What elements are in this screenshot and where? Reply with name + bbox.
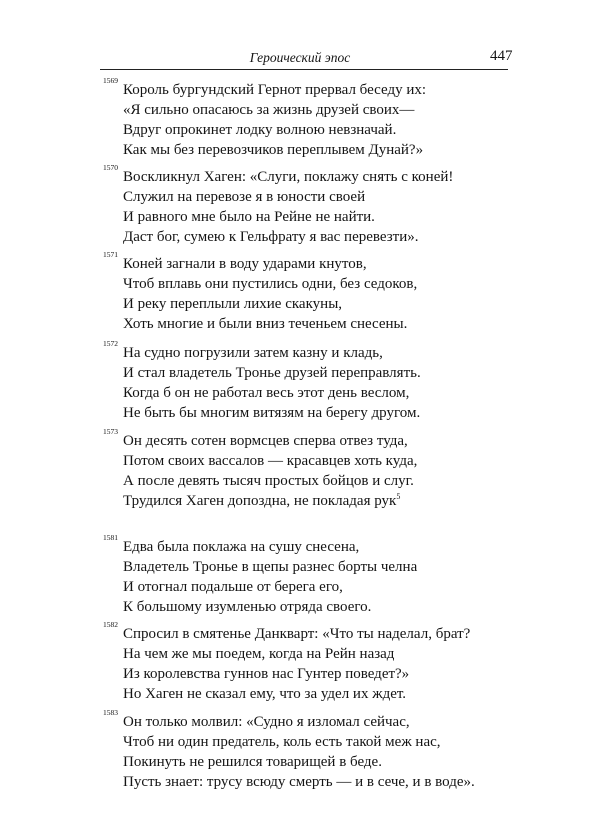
verse-line: Спросил в смятенье Данкварт: «Что ты наделал, брат? (123, 626, 471, 642)
verse-line: Вдруг опрокинет лодку волною невзначай. (123, 122, 397, 138)
verse-line (123, 491, 400, 511)
stanza-number: 1572 (103, 339, 118, 348)
verse-line: Владетель Тронье в щепы разнес борты челна (123, 559, 418, 575)
verse-line: Он только молвил: «Судно я изломал сейчас, (123, 714, 410, 730)
stanza-number: 1573 (103, 427, 118, 436)
verse-line: Чтоб ни один предатель, коль есть такой меж нас, (123, 734, 441, 750)
stanza-number: 1569 (103, 76, 118, 85)
verse-line: Король бургундский Гернот прервал беседу их: (123, 82, 427, 98)
verse-line: И отогнал подальше от берега его, (123, 579, 343, 595)
verse-line: Не быть бы многим витязям на берегу другом. (123, 405, 421, 421)
header-divider (100, 69, 508, 70)
verse-line: Потом своих вассалов — красавцев хоть куда, (123, 453, 418, 469)
stanza-number: 1581 (103, 533, 118, 542)
verse-line: И равного мне было на Рейне не найти. (123, 209, 375, 225)
verse-line: А после девять тысяч простых бойцов и слуг. (123, 473, 414, 489)
verse-line: Покинуть не решился товарищей в беде. (123, 754, 382, 770)
verse-line: Чтоб вплавь они пустились одни, без седоков, (123, 276, 418, 292)
verse-line: Из королевства гуннов нас Гунтер поведет?» (123, 666, 410, 682)
verse-line: Хоть многие и были вниз теченьем снесены. (123, 316, 408, 332)
verse-line: И реку переплыли лихие скакуны, (123, 296, 343, 312)
stanza-number: 1571 (103, 250, 118, 259)
verse-line: И стал владетель Тронье друзей переправлять. (123, 365, 421, 381)
verse-line: «Я сильно опасаюсь за жизнь друзей своих— (123, 102, 415, 118)
stanza-number: 1582 (103, 620, 118, 629)
verse-line: Он десять сотен вормсцев сперва отвез туда, (123, 433, 408, 449)
verse-line: На чем же мы поедем, когда на Рейн назад (123, 646, 395, 662)
verse-line: Служил на перевозе я в юности своей (123, 189, 366, 205)
verse-line: Пусть знает: трусу всюду смерть — и в сече, и в воде». (123, 774, 475, 790)
verse-line: Даст бог, сумею к Гельфрату я вас перевезти». (123, 229, 419, 245)
stanza-number: 1583 (103, 708, 118, 717)
verse-line: На судно погрузили затем казну и кладь, (123, 345, 383, 361)
verse-line: Но Хаген не сказал ему, что за удел их ждет. (123, 686, 407, 702)
footnote-mark: 5 (396, 492, 401, 501)
verse-line: Когда б он не работал весь этот день веслом, (123, 385, 410, 401)
verse-line: Едва была поклажа на сушу снесена, (123, 539, 360, 555)
verse-line: Воскликнул Хаген: «Слуги, поклажу снять с коней! (123, 169, 454, 185)
running-header-title: Героический эпос (249, 50, 351, 65)
verse-line: Коней загнали в воду ударами кнутов, (123, 256, 367, 272)
verse-line-text: Трудился Хаген допоздна, не покладая рук (123, 493, 397, 509)
verse-line: К большому изумленью отряда своего. (123, 599, 372, 615)
stanza-number: 1570 (103, 163, 118, 172)
verse-line: Как мы без перевозчиков переплывем Дунай?» (123, 142, 424, 158)
page-number: 447 (490, 48, 513, 64)
